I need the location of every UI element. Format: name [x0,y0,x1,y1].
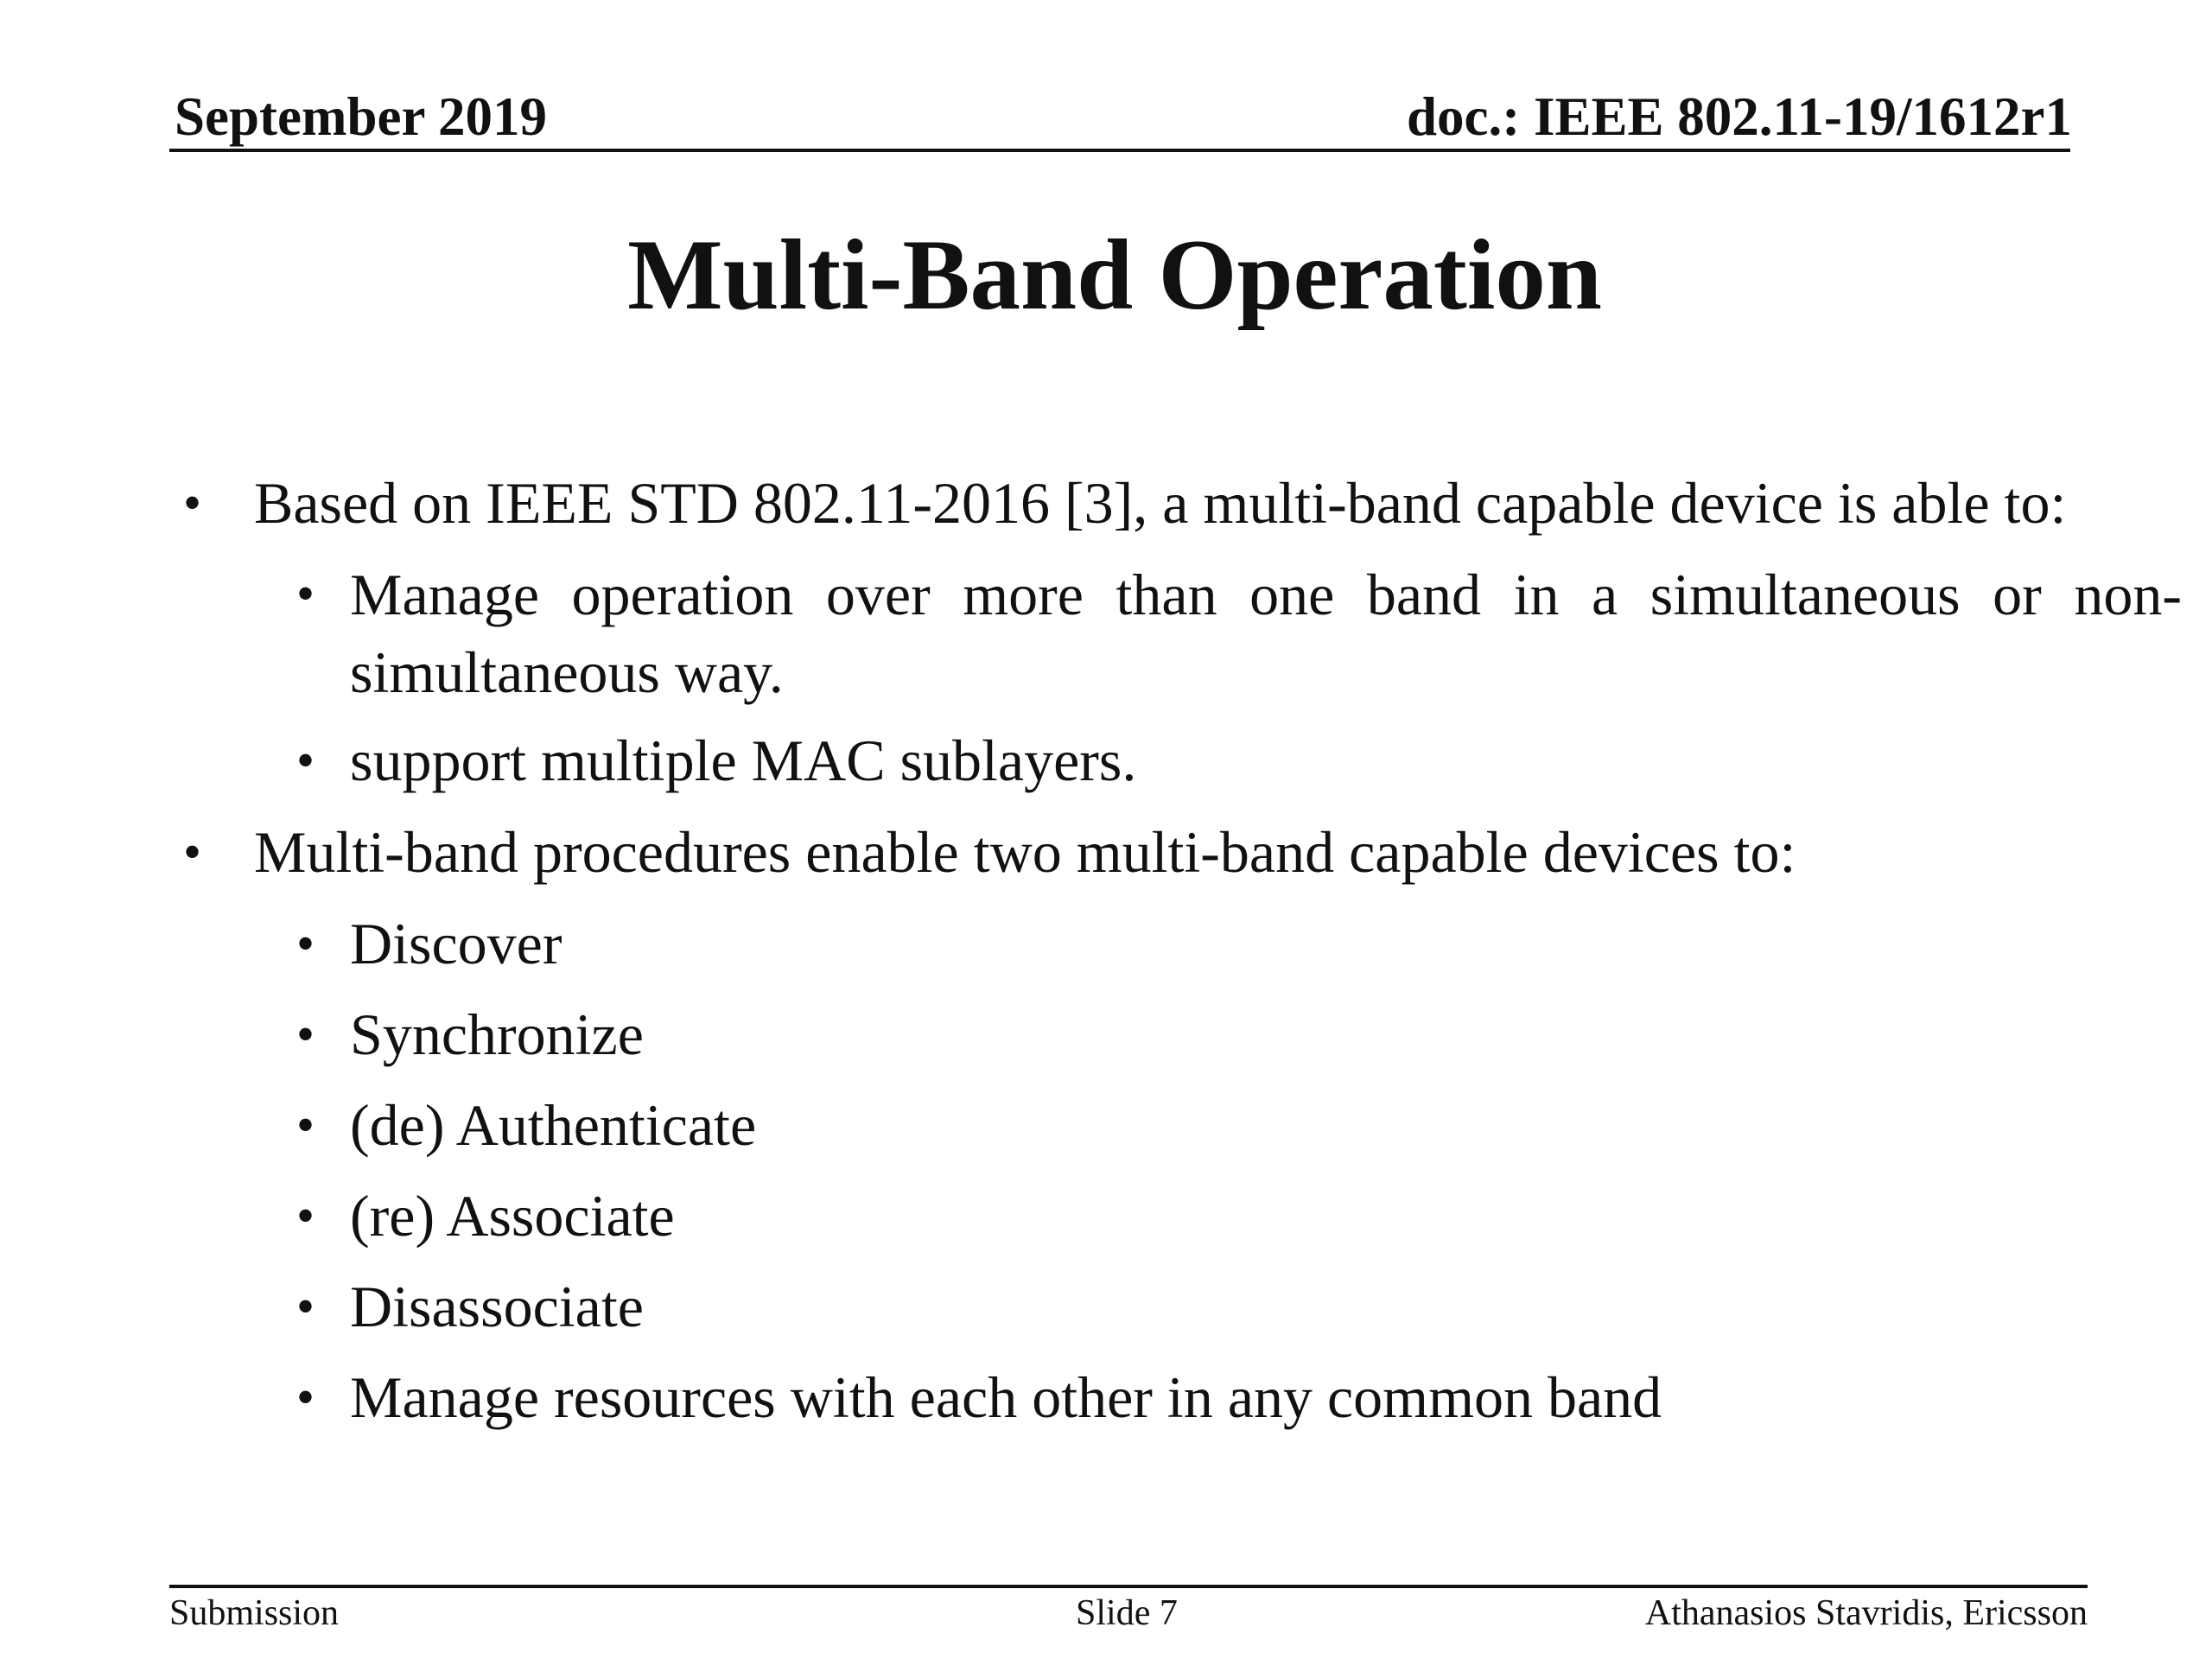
bullet-icon: • [296,1278,315,1335]
sub-bullet-text: (re) Associate [350,1183,675,1249]
sub-bullet-text: support multiple MAC sublayers. [350,728,1137,793]
bullet-text: Based on IEEE STD 802.11-2016 [3], a multi-band capable device is able to: [254,470,2067,536]
bullet-icon: • [183,474,202,531]
footer-author: Athanasios Stavridis, Ericsson [1644,1593,2088,1633]
header-doc-id: doc.: IEEE 802.11-19/1612r1 [1406,86,2072,147]
bullet-icon: • [296,1369,315,1426]
bullet-icon: • [296,732,315,789]
sub-bullet-text: (de) Authenticate [350,1092,757,1158]
bullet-icon: • [296,1187,315,1244]
bullet-icon: • [296,1096,315,1154]
footer-rule [169,1585,2088,1588]
sub-bullet-text: Discover [350,911,563,976]
sub-bullet-text: Manage operation over more than one band in a simultaneous or non-simultaneous way. [350,562,2182,705]
footer-submission: Submission [169,1593,340,1633]
bullet-text: Multi-band procedures enable two multi-band capable devices to: [254,819,1796,885]
bullet-icon: • [183,823,202,880]
slide-title: Multi-Band Operation [627,219,1602,331]
bullet-icon: • [296,915,315,972]
bullet-icon: • [296,1006,315,1063]
header-rule [169,149,2070,152]
sub-bullet-text: Disassociate [350,1274,644,1339]
bullet-icon: • [296,565,315,622]
sub-bullet-text: Synchronize [350,1001,644,1067]
header-date: September 2019 [175,86,548,147]
sub-bullet-text: Manage resources with each other in any common band [350,1364,1662,1430]
footer-slide-number: Slide 7 [1076,1593,1178,1633]
